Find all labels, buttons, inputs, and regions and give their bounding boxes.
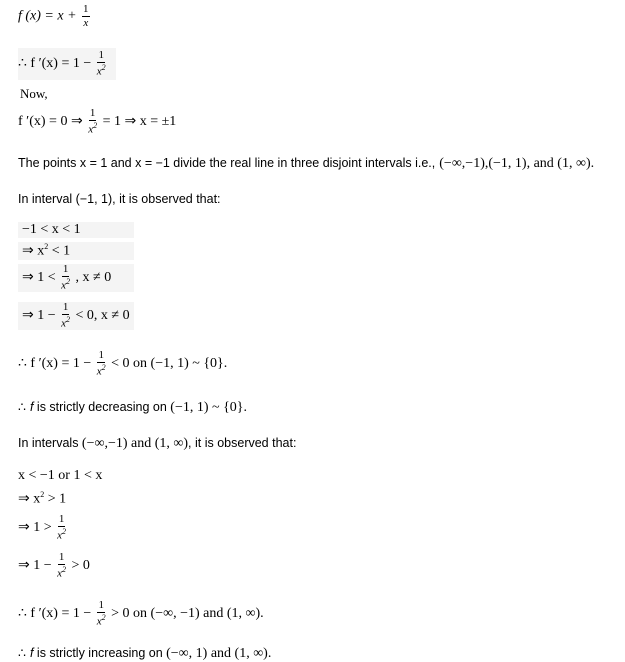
fraction: $\frac{1}{x^2}$ <box>96 349 106 378</box>
step-a3: ⇒ 1 < $\frac{1}{x^2}$ , x ≠ 0 <box>18 264 134 292</box>
fraction: $\frac{1}{x^2}$ <box>96 599 106 628</box>
fraction: $\frac{1}{x}$ <box>83 3 89 29</box>
step-b1: x < −1 or 1 < x <box>18 468 103 483</box>
equation-f-definition <box>18 4 92 29</box>
now-label: Now, <box>20 86 48 101</box>
fraction: $\frac{1}{x^2}$ <box>96 49 106 78</box>
paragraph-text: The points x = 1 and x = −1 divide the real line in three disjoint intervals i.e., <box>18 156 436 170</box>
interval1-heading: In interval (−1, 1), it is observed that: <box>18 192 221 206</box>
intervals-math: (−∞,−1),(−1, 1), and (1, ∞). <box>439 156 595 171</box>
step-a2: ⇒ $x^2 < 1$ <box>18 242 134 260</box>
step-a4: ⇒ 1 − $\frac{1}{x^2}$ < 0, x ≠ 0 <box>18 302 134 330</box>
eq-text: = 1 ⇒ x = ±1 <box>102 114 177 130</box>
step-b5: ∴ f ′(x) = 1 − $\frac{1}{x^2}$ > 0 on (−∞, −1) and (1, ∞). <box>18 599 264 628</box>
increasing-statement: ∴ f is strictly increasing on (−∞, 1) and (1, ∞). <box>18 646 272 661</box>
eq-text: ∴ f ′(x) = 1 − <box>18 56 92 72</box>
equation-derivative <box>18 48 116 80</box>
step-b2: ⇒ $x^2 > 1$ <box>18 490 67 507</box>
step-b3: ⇒ 1 > $\frac{1}{x^2}$ <box>18 513 67 542</box>
points-paragraph <box>18 154 594 172</box>
fraction: $\frac{1}{x^2}$ <box>57 513 67 542</box>
fraction: $\frac{1}{x^2}$ <box>61 263 71 292</box>
equation-critical-points <box>18 108 176 136</box>
intervals2-heading: In intervals (−∞,−1) and (1, ∞), it is observed that: <box>18 436 297 451</box>
fraction: $\frac{1}{x^2}$ <box>57 551 67 580</box>
eq-text: f ′(x) = 0 ⇒ <box>18 114 83 130</box>
eq-text: f (x) = x + <box>18 8 77 24</box>
fraction: $\frac{1}{x^2}$ <box>88 107 98 136</box>
step-b4: ⇒ 1 − $\frac{1}{x^2}$ > 0 <box>18 551 90 580</box>
step-a1: −1 < x < 1 <box>18 222 134 238</box>
decreasing-statement: ∴ f is strictly decreasing on (−1, 1) ~ {0}. <box>18 400 248 415</box>
fraction: $\frac{1}{x^2}$ <box>61 301 71 330</box>
step-a5: ∴ f ′(x) = 1 − $\frac{1}{x^2}$ < 0 on (−1, 1) ~ {0}. <box>18 349 228 378</box>
